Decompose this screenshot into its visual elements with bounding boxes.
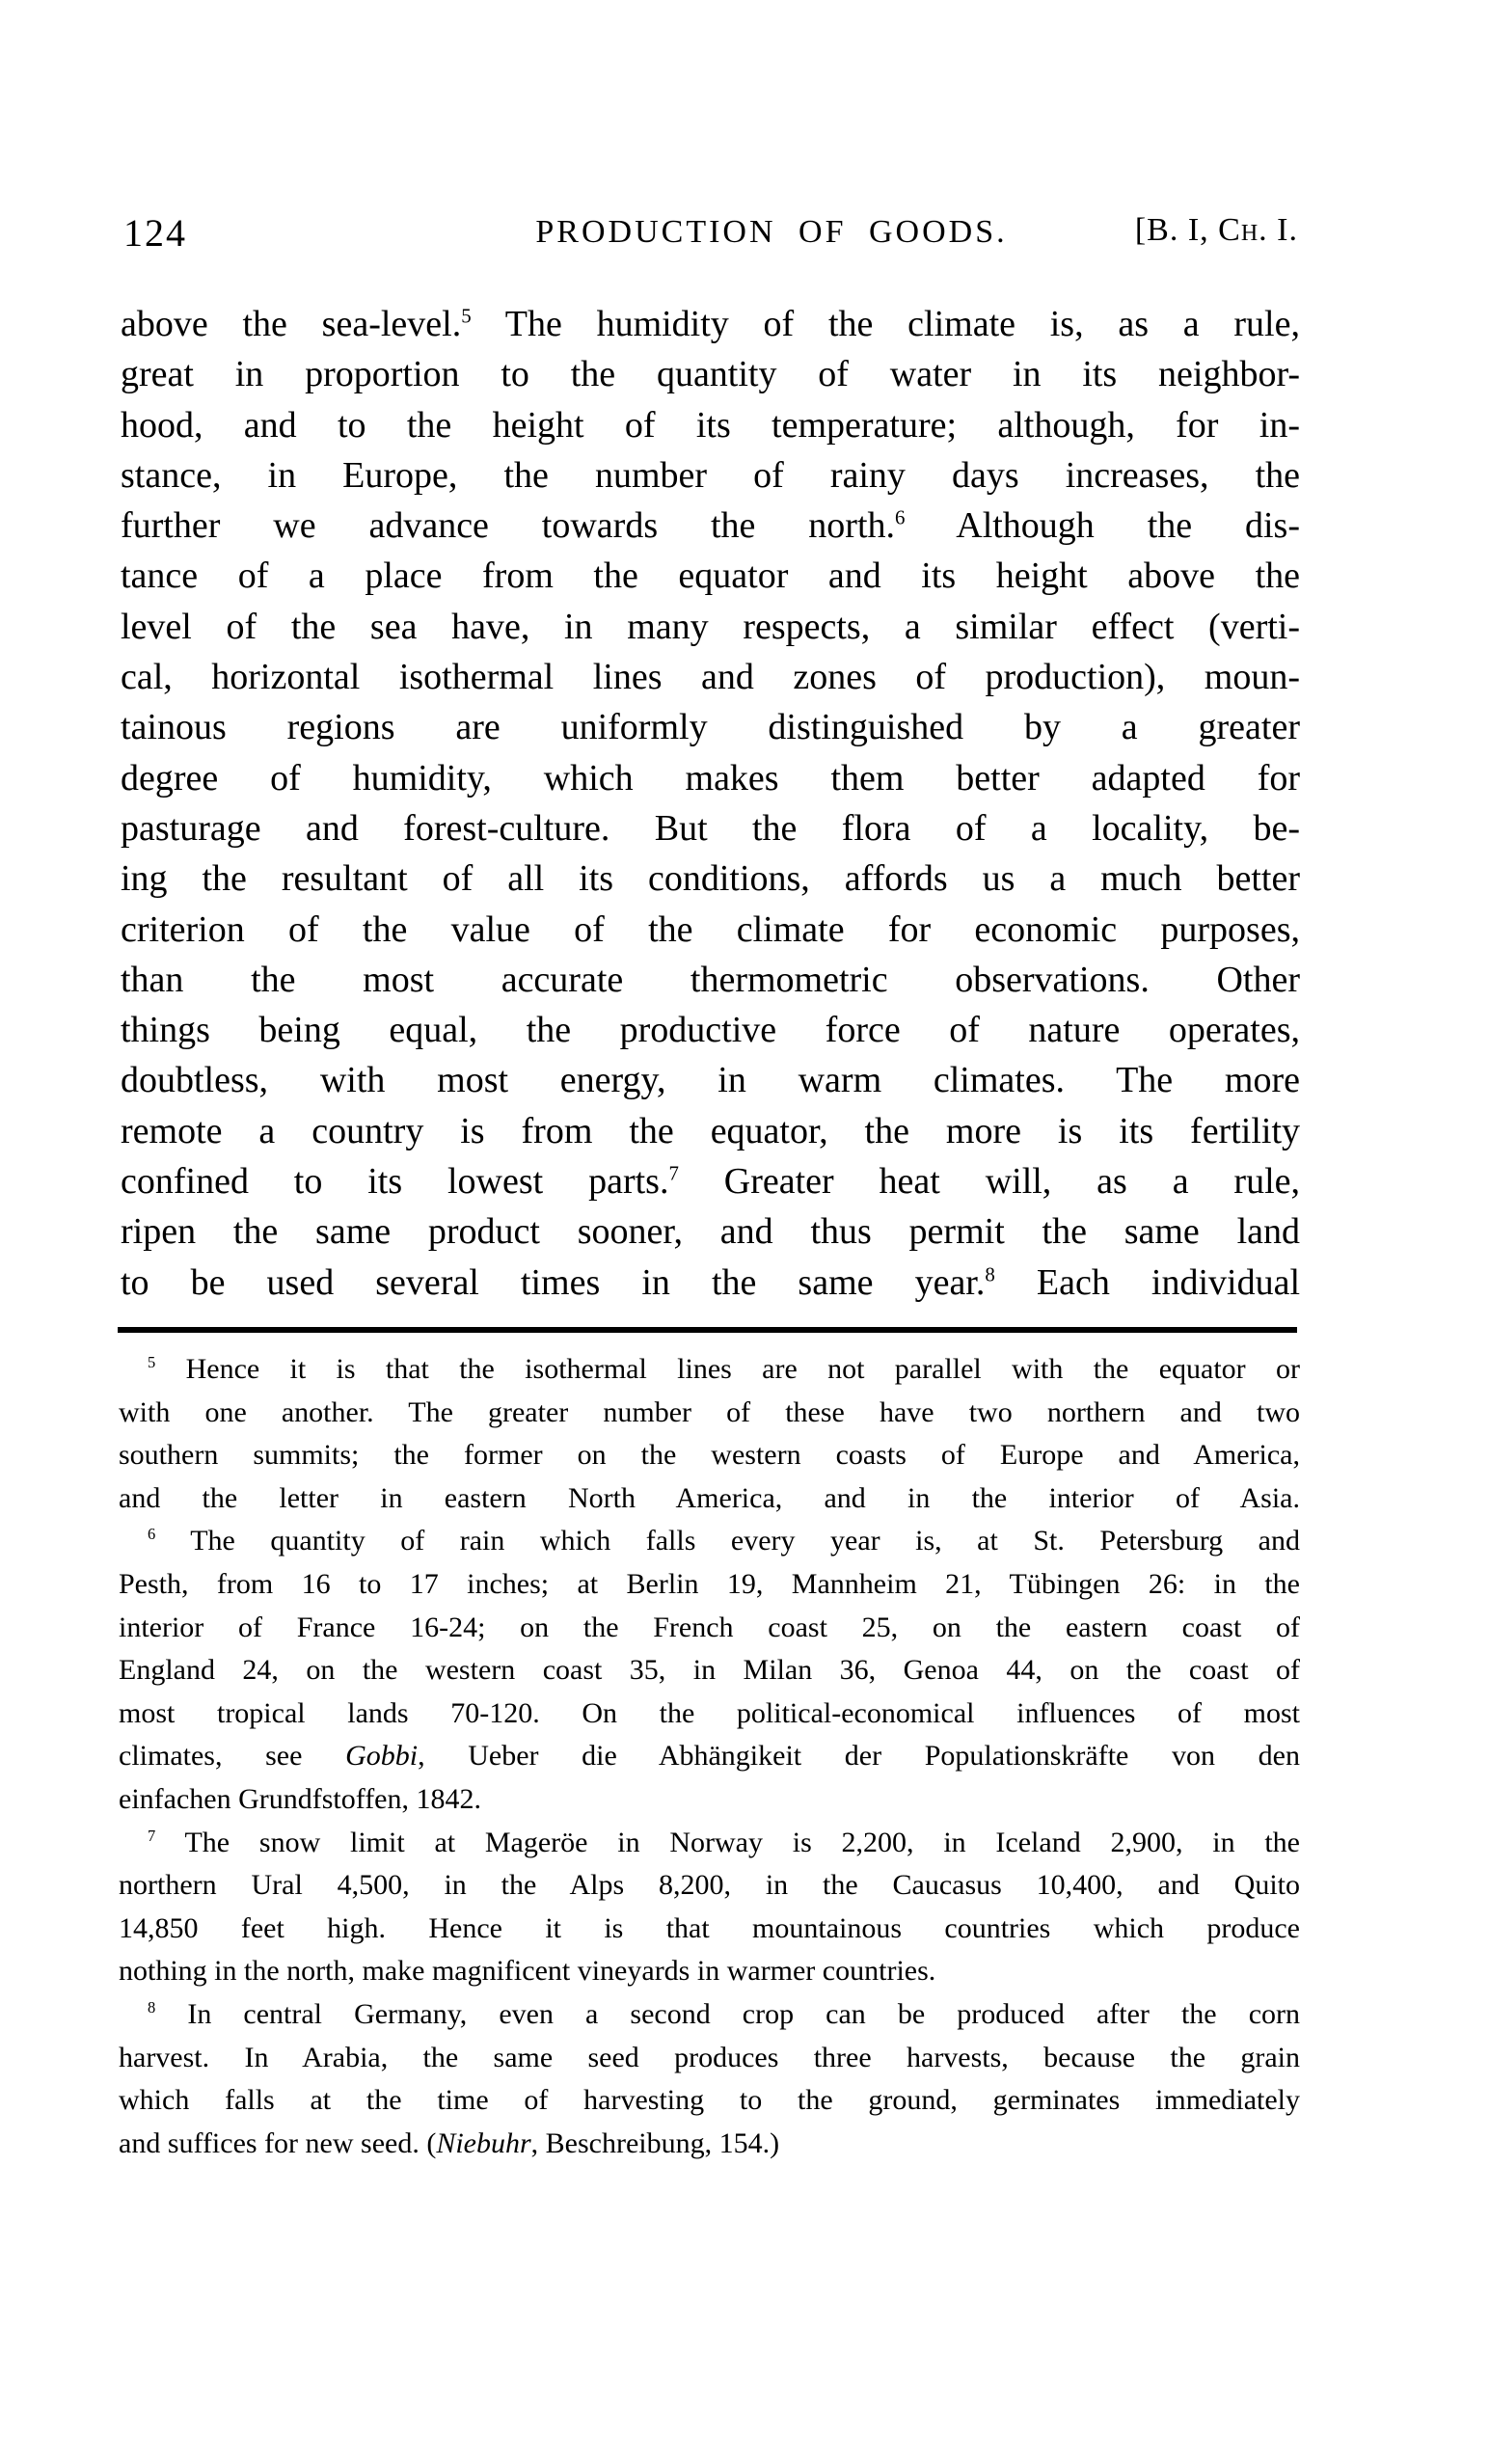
footnote-7 [119,1822,1300,1993]
text-line: northern Ural 4,500, in the Alps 8,200, in the Caucasus 10,400, and Quito [119,1869,1300,1902]
text-line: criterion of the value of the climate for economic purposes, [121,908,1300,950]
text-line: tainous regions are uniformly distinguished by a greater [121,707,1300,748]
text-line: einfachen Grundfstoffen, 1842. [119,1782,481,1815]
text-line: further we advance towards the north.$^6$ Although the dis- [121,505,1300,547]
text-line: remote a country is from the equator, the more is its fertility [121,1110,1300,1151]
page-header [118,210,1298,257]
text-line: cal, horizontal isothermal lines and zones of production), moun- [121,657,1300,698]
text-line: most tropical lands 70-120. On the political-economical influences of most [119,1696,1300,1729]
running-title: PRODUCTION OF GOODS. [535,214,1008,250]
text-line: nothing in the north, make magnificent vineyards in warmer countries. [119,1955,936,1988]
text-line: climates, see Gobbi, Ueber die Abhängikeit der Populationskräfte von den [119,1740,1300,1773]
text-line: hood, and to the height of its temperature; although, for in- [121,404,1300,446]
text-line: Pesth, from 16 to 17 inches; at Berlin 19, Mannheim 21, Tübingen 26: in the [119,1567,1300,1600]
text-line: and the letter in eastern North America, and in the interior of Asia. [119,1481,1300,1514]
text-line: with one another. The greater number of these have two northern and two [119,1395,1300,1428]
footnote-separator-rule [118,1327,1297,1333]
text-line: tance of a place from the equator and its height above the [121,555,1300,597]
footnotes-section [119,1348,1300,2165]
text-line: ing the resultant of all its conditions, affords us a much better [121,858,1300,900]
text-line: England 24, on the western coast 35, in Milan 36, Genoa 44, on the coast of [119,1654,1300,1687]
text-line: level of the sea have, in many respects, a similar effect (verti- [121,606,1300,647]
body-text-paragraph [121,299,1300,1308]
text-line: harvest. In Arabia, the same seed produces three harvests, because the grain [119,2041,1300,2073]
text-line: degree of humidity, which makes them better adapted for [121,757,1300,799]
text-line: stance, in Europe, the number of rainy days increases, the [121,454,1300,496]
text-line: things being equal, the productive force of nature operates, [121,1010,1300,1051]
page-number: 124 [123,211,187,255]
text-line: above the sea-level.$^5$ The humidity of the climate is, as a rule, [121,304,1300,344]
text-line: which falls at the time of harvesting to the ground, germinates immediately [119,2084,1300,2117]
text-line: $^7$ The snow limit at Mageröe in Norway is 2,200, in Iceland 2,900, in the [148,1826,1300,1858]
text-line: and suffices for new seed. (Niebuhr, Beschreibung, 154.) [119,2126,780,2159]
footnote-8 [119,1993,1300,2165]
footnote-5 [119,1348,1300,1520]
text-line: than the most accurate thermometric observations. Other [121,959,1300,1000]
text-line: pasturage and forest-culture. But the flora of a locality, be- [121,807,1300,849]
text-line: $^6$ The quantity of rain which falls every year is, at St. Petersburg and [148,1525,1300,1557]
chapter-reference: [B. I, Ch. I. [1134,212,1298,248]
text-line: 14,850 feet high. Hence it is that mountainous countries which produce [119,1911,1300,1944]
text-line: doubtless, with most energy, in warm climates. The more [121,1060,1300,1101]
text-line: $^8$ In central Germany, even a second crop can be produced after the corn [148,1997,1300,2030]
text-line: southern summits; the former on the western coasts of Europe and America, [119,1439,1300,1472]
text-line: great in proportion to the quantity of water in its neighbor- [121,354,1300,395]
text-line: $^5$ Hence it is that the isothermal lines are not parallel with the equator or [148,1353,1300,1385]
text-line: confined to its lowest parts.$^7$ Greater heat will, as a rule, [121,1161,1300,1203]
footnote-6 [119,1520,1300,1821]
text-line: to be used several times in the same year.$^8$ Each individual [121,1261,1300,1303]
text-line: interior of France 16-24; on the French coast 25, on the eastern coast of [119,1611,1300,1643]
text-line: ripen the same product sooner, and thus permit the same land [121,1211,1300,1253]
